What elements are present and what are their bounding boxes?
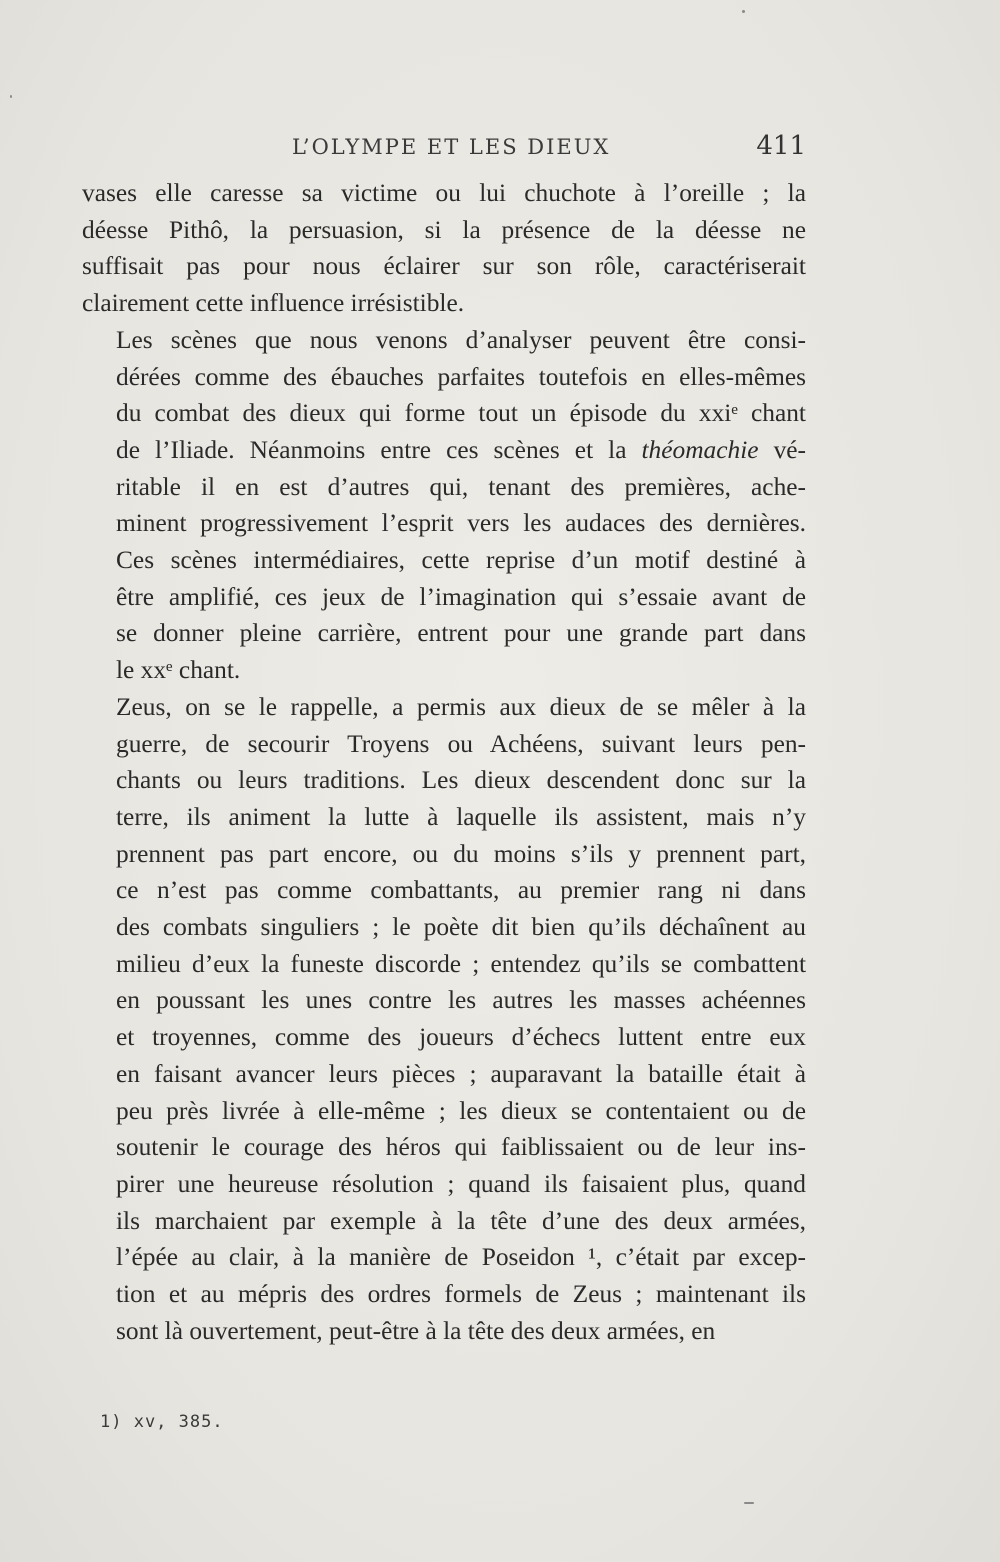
text-line: chants ou leurs traditions. Les dieux descendent donc sur la [116,766,806,795]
text-line: des combats singuliers ; le poète dit bien qu’ils déchaînent au [116,913,806,942]
text-line: du combat des dieux qui forme tout un épisode du xxiᵉ chant [116,399,806,428]
text-line: et troyennes, comme des joueurs d’échecs luttent entre eux [116,1023,806,1052]
text-line: déesse Pithô, la persuasion, si la présence de la déesse ne [82,215,806,244]
paper-speck [744,1502,754,1504]
page-header [82,131,806,175]
text-line: guerre, de secourir Troyens ou Achéens, suivant leurs pen- [116,729,806,758]
text-line: minent progressivement l’esprit vers les audaces des dernières. [116,509,806,538]
text-line: tion et au mépris des ordres formels de Zeus ; maintenant ils [116,1280,806,1309]
text-line: Les scènes que nous venons d’analyser peuvent être consi- [116,325,806,354]
text-line: dérées comme des ébauches parfaites toutefois en elles-mêmes [116,362,806,391]
text-line: pirer une heureuse résolution ; quand ils faisaient plus, quand [116,1169,806,1198]
paper-speck [742,10,745,13]
footnote: 1) xv, 385. [100,1412,224,1432]
text-line: être amplifié, ces jeux de l’imagination qui s’essaie avant de [116,582,806,611]
text-line: ce n’est pas comme combattants, au premier rang ni dans [116,876,806,905]
text-line: sont là ouvertement, peut-être à la tête des deux armées, en [116,1316,716,1345]
text-line: prennent pas part encore, ou du moins s’ils y prennent part, [116,839,806,868]
paragraph [82,689,806,1350]
text-line: suffisait pas pour nous éclairer sur son rôle, caractériserait [82,252,806,281]
text-line: ritable il en est d’autres qui, tenant des premières, ache- [116,472,806,501]
text-line: en poussant les unes contre les autres les masses achéennes [116,986,806,1015]
text-line: en faisant avancer leurs pièces ; auparavant la bataille était à [116,1059,806,1088]
text-line: Zeus, on se le rappelle, a permis aux dieux de se mêler à la [116,692,806,721]
page-number: 411 [756,131,806,161]
text-line: ils marchaient par exemple à la tête d’une des deux armées, [116,1206,806,1235]
paragraph [82,175,806,322]
paper-speck [10,95,12,98]
text-line: peu près livrée à elle-même ; les dieux se contentaient ou de [116,1096,806,1125]
text-line: vases elle caresse sa victime ou lui chuchote à l’oreille ; la [82,179,806,207]
text-line: soutenir le courage des héros qui faiblissaient ou de leur ins- [116,1133,806,1162]
text-line: de l’Iliade. Néanmoins entre ces scènes et la théomachie vé- [116,435,806,464]
text-line: clairement cette influence irrésistible. [82,289,465,318]
text-line: Ces scènes intermédiaires, cette reprise d’un motif destiné à [116,546,806,575]
text-line: l’épée au clair, à la manière de Poseidon ¹, c’était par excep- [116,1243,806,1272]
text-line: milieu d’eux la funeste discorde ; entendez qu’ils se combattent [116,949,806,978]
running-title: L’OLYMPE ET LES DIEUX [292,135,611,159]
text-line: le xxᵉ chant. [116,656,241,685]
paragraph [82,322,806,689]
text-line: terre, ils animent la lutte à laquelle ils assistent, mais n’y [116,802,806,831]
body-text [82,175,806,1350]
text-line: se donner pleine carrière, entrent pour une grande part dans [116,619,806,648]
